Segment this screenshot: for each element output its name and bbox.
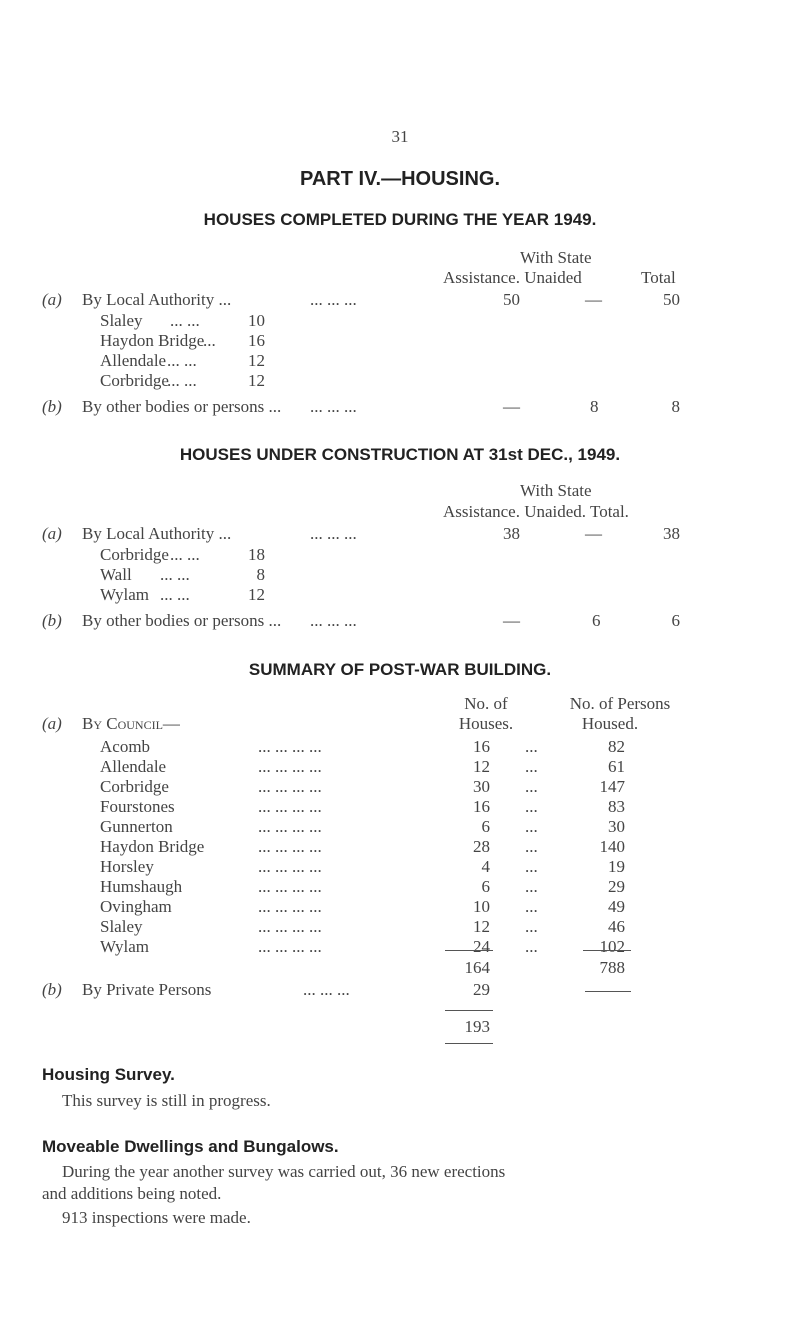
- summary-row-name: Humshaugh: [100, 877, 183, 896]
- sub-name: Wall: [100, 565, 132, 584]
- summary-row-houses: 6: [481, 877, 490, 896]
- dot-leader: ...: [525, 897, 538, 916]
- summary-row-houses: 6: [481, 817, 490, 836]
- summary-row-persons: 83: [608, 797, 625, 816]
- summary-row-name: Haydon Bridge: [100, 837, 205, 856]
- sub-name: Allendale: [100, 351, 167, 370]
- summary-row-name: Ovingham: [100, 897, 172, 916]
- summary-row-houses: 24: [473, 937, 490, 956]
- dot-leader: ... ... ... ...: [258, 877, 322, 896]
- dot-leader: ...: [203, 331, 216, 350]
- col-header-houses-2: Houses.: [458, 714, 514, 733]
- divider: [445, 1010, 493, 1011]
- row-label: By Local Authority ...: [82, 290, 232, 309]
- sub-value: 8: [256, 565, 265, 584]
- dot-leader: ... ...: [170, 545, 200, 564]
- col-header-state: With State: [520, 481, 592, 500]
- dot-leader: ...: [525, 937, 538, 956]
- paragraph: This survey is still in progress.: [62, 1091, 271, 1110]
- row-mark-b: (b): [42, 611, 62, 630]
- dot-leader: ... ... ... ...: [258, 857, 322, 876]
- summary-row-name: Slaley: [100, 917, 143, 936]
- dot-leader: ... ... ... ...: [258, 937, 322, 956]
- dot-leader: ... ...: [170, 311, 200, 330]
- sub-value: 18: [248, 545, 265, 564]
- dot-leader: ... ... ...: [310, 397, 357, 416]
- dot-leader: ... ... ... ...: [258, 817, 322, 836]
- summary-row-persons: 29: [608, 877, 625, 896]
- dot-leader: ... ... ...: [310, 290, 357, 309]
- summary-row-houses: 30: [473, 777, 490, 796]
- summary-row-name: Fourstones: [100, 797, 175, 816]
- sub-value: 12: [248, 371, 265, 390]
- section-heading: Moveable Dwellings and Bungalows.: [42, 1137, 339, 1156]
- page-number: 31: [391, 127, 409, 146]
- summary-row-persons: 30: [608, 817, 625, 836]
- total-value: 8: [671, 397, 680, 416]
- state-value: 38: [503, 524, 520, 543]
- section-heading: Housing Survey.: [42, 1065, 175, 1084]
- divider: [445, 1043, 493, 1044]
- sub-value: 10: [248, 311, 265, 330]
- row-label: By Private Persons: [82, 980, 212, 999]
- row-label: By Council—: [82, 714, 180, 733]
- dot-leader: ... ... ...: [310, 524, 357, 543]
- dot-leader: ... ...: [167, 371, 197, 390]
- summary-row-persons: 19: [608, 857, 625, 876]
- summary-row-houses: 12: [473, 917, 490, 936]
- unaided-value: —: [585, 524, 602, 543]
- summary-row-persons: 82: [608, 737, 625, 756]
- total-value: 6: [671, 611, 680, 630]
- dot-leader: ...: [525, 817, 538, 836]
- row-mark-a: (a): [42, 524, 62, 543]
- dot-leader: ... ... ... ...: [258, 837, 322, 856]
- summary-row-persons: 61: [608, 757, 625, 776]
- private-houses: 29: [473, 980, 490, 999]
- summary-row-name: Acomb: [100, 737, 151, 756]
- summary-row-name: Wylam: [100, 937, 150, 956]
- summary-row-houses: 10: [473, 897, 490, 916]
- section-title: SUMMARY OF POST-WAR BUILDING.: [248, 660, 552, 679]
- sub-value: 12: [248, 585, 265, 604]
- sub-name: Wylam: [100, 585, 150, 604]
- summary-row-persons: 147: [599, 777, 625, 796]
- row-label: By Local Authority ...: [82, 524, 232, 543]
- col-header-total: Total: [641, 268, 676, 287]
- unaided-value: —: [585, 290, 602, 309]
- row-label: By other bodies or persons ...: [82, 611, 282, 630]
- divider: [583, 950, 631, 951]
- dot-leader: ... ...: [167, 351, 197, 370]
- state-value: 50: [503, 290, 520, 309]
- col-header-assistance-unaided-total: Assistance. Unaided. Total.: [443, 502, 629, 521]
- dot-leader: ... ... ... ...: [258, 757, 322, 776]
- summary-row-name: Gunnerton: [100, 817, 173, 836]
- dot-leader: ... ...: [160, 565, 190, 584]
- total-value: 38: [663, 524, 680, 543]
- total-houses: 193: [464, 1017, 490, 1036]
- dot-leader: ...: [525, 777, 538, 796]
- summary-row-persons: 102: [599, 937, 625, 956]
- sub-value: 12: [248, 351, 265, 370]
- sub-name: Slaley: [100, 311, 143, 330]
- sub-value: 16: [248, 331, 265, 350]
- row-mark-b: (b): [42, 980, 62, 999]
- row-mark-b: (b): [42, 397, 62, 416]
- col-header-houses-1: No. of: [464, 694, 508, 713]
- row-mark-a: (a): [42, 290, 62, 309]
- summary-row-name: Corbridge: [100, 777, 169, 796]
- sub-name: Corbridge: [100, 545, 169, 564]
- row-label: By other bodies or persons ...: [82, 397, 282, 416]
- divider: [445, 950, 493, 951]
- paragraph-line: During the year another survey was carried out, 36 new erections: [62, 1162, 506, 1181]
- dot-leader: ...: [525, 917, 538, 936]
- col-header-assistance-unaided: Assistance. Unaided: [443, 268, 582, 287]
- section-title: HOUSES COMPLETED DURING THE YEAR 1949.: [203, 210, 597, 229]
- state-value: —: [503, 397, 520, 416]
- dot-leader: ... ... ... ...: [258, 797, 322, 816]
- col-header-persons-2: Housed.: [581, 714, 639, 733]
- row-mark-a: (a): [42, 714, 62, 733]
- unaided-value: 6: [592, 611, 601, 630]
- total-value: 50: [663, 290, 680, 309]
- col-header-state: With State: [520, 248, 592, 267]
- dot-leader: ...: [525, 837, 538, 856]
- part-title: PART IV.—HOUSING.: [299, 168, 501, 190]
- dot-leader: ... ... ... ...: [258, 737, 322, 756]
- summary-row-houses: 4: [481, 857, 490, 876]
- paragraph-line: 913 inspections were made.: [62, 1208, 251, 1227]
- unaided-value: 8: [590, 397, 599, 416]
- dot-leader: ... ...: [160, 585, 190, 604]
- dot-leader: ...: [525, 857, 538, 876]
- divider: [585, 991, 631, 992]
- subtotal-houses: 164: [464, 958, 490, 977]
- summary-row-persons: 49: [608, 897, 625, 916]
- sub-name: Corbridge: [100, 371, 169, 390]
- summary-row-houses: 16: [473, 797, 490, 816]
- state-value: —: [503, 611, 520, 630]
- dot-leader: ...: [525, 797, 538, 816]
- dot-leader: ...: [525, 737, 538, 756]
- summary-row-persons: 46: [608, 917, 625, 936]
- col-header-persons-1: No. of Persons: [569, 694, 671, 713]
- summary-row-persons: 140: [599, 837, 625, 856]
- summary-row-name: Horsley: [100, 857, 154, 876]
- paragraph-line: and additions being noted.: [42, 1184, 222, 1203]
- section-title: HOUSES UNDER CONSTRUCTION AT 31st DEC., 1949.: [179, 445, 621, 464]
- dot-leader: ... ... ...: [310, 611, 357, 630]
- dot-leader: ... ... ...: [303, 980, 350, 999]
- summary-row-houses: 16: [473, 737, 490, 756]
- sub-name: Haydon Bridge: [100, 331, 205, 350]
- summary-row-name: Allendale: [100, 757, 167, 776]
- dot-leader: ... ... ... ...: [258, 777, 322, 796]
- dot-leader: ...: [525, 757, 538, 776]
- dot-leader: ... ... ... ...: [258, 917, 322, 936]
- summary-row-houses: 12: [473, 757, 490, 776]
- dot-leader: ...: [525, 877, 538, 896]
- dot-leader: ... ... ... ...: [258, 897, 322, 916]
- summary-row-houses: 28: [473, 837, 490, 856]
- subtotal-persons: 788: [599, 958, 625, 977]
